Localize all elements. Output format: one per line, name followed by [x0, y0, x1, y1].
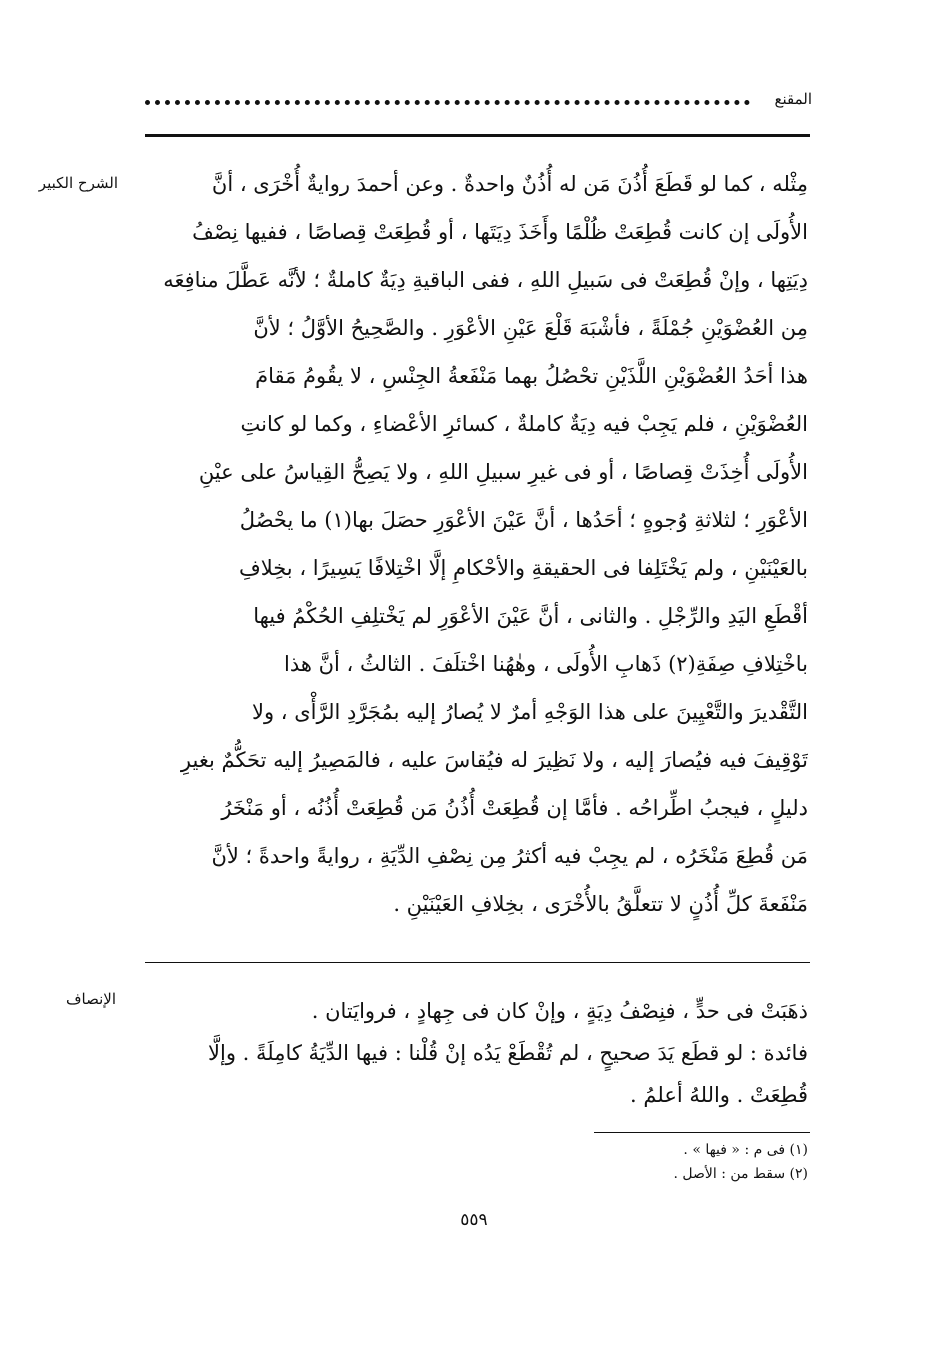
text-line: مَن قُطِعَ مَنْخَرُه ، لم يجِبْ فيه أكثرُ مِن نِصْفِ الدِّيَةِ ، روايةً واحدةً ؛ لأنَّ	[211, 844, 808, 868]
header-rule	[145, 134, 810, 137]
text-line: الأُولَى أُخِذَتْ قِصاصًا ، أو فى غيرِ سبيلِ اللهِ ، ولا يَصِحُّ القِياسُ على عيْنِ	[198, 460, 808, 484]
text-line: أقْطَعِ اليَدِ والرِّجْلِ . والثانى ، أنَّ عَيْنَ الأعْوَرِ لم يَخْتلِفِ الحُكْمُ فيها	[253, 604, 808, 628]
text-line: فائدة : لو قطَع يَدَ صحيحٍ ، لم تُقْطَعْ يَدُه إنْ قُلْنا : فيها الدِّيَةُ كامِلَةً . وإلَّا	[208, 1041, 808, 1065]
text-line: باخْتِلافِ صِفَةِ(٢) ذَهابِ الأُولَى ، وهٰهُنا اخْتلَفَ . الثالثُ ، أنَّ هذا	[283, 652, 808, 676]
text-line: تَوْقِيفَ فيه فيُصارَ إليه ، ولا نَظِيرَ له فيُقاسَ عليه ، فالمَصِيرُ إليه تحَكُّمٌ بغيرِ	[180, 748, 808, 772]
text-line: دِيَتِها ، وإنْ قُطِعَتْ فى سَبيلِ اللهِ ، ففى الباقيةِ دِيَةٌ كاملةٌ ؛ لأنَّه عَطَّلَ منافِعَه	[163, 268, 808, 292]
footnotes	[560, 1138, 808, 1186]
insaf-side-label: الإنصاف	[65, 990, 116, 1008]
header-dotted-leader	[145, 100, 750, 105]
text-line: هذا أحَدُ العُضْوَيْنِ اللَّذَيْنِ تحْصُلُ بهما مَنْفَعةُ الجِنْسِ ، لا يقُومُ مَقامَ	[255, 364, 808, 388]
text-line: العُضْوَيْنِ ، فلم يَجِبْ فيه دِيَةٌ كاملةٌ ، كسائرِ الأعْضاءِ ، وكما لو كانتِ	[240, 412, 808, 436]
footnote: (١) فى م : « فيها » .	[683, 1142, 808, 1158]
text-line: مِن العُضْوَيْنِ جُمْلَةً ، فأشْبَهَ قَلْعَ عَيْنِ الأعْوَرِ . والصَّحِيحُ الأوَّلُ ؛ لأنَّ	[253, 316, 808, 340]
insaf-text-block	[140, 990, 808, 1116]
text-line: دليلٍ ، فيجبُ اطِّراحُه . فأمَّا إن قُطِعَتْ أُذُنُ مَن قُطِعَتْ أُذُنُه ، أو مَنْخَرُ	[221, 796, 808, 820]
section-divider-rule	[145, 962, 810, 963]
text-line: بالعَيْنَيْنِ ، ولم يَخْتَلِفا فى الحقيقةِ والأحْكامِ إلَّا اخْتِلافًا يَسِيرًا ، بخِلافِ	[238, 556, 808, 580]
footnote-rule	[594, 1132, 810, 1133]
sharh-text-block	[140, 160, 808, 928]
text-line: الأعْوَرِ ؛ لثلاثةِ وُجوهٍ ؛ أحَدُها ، أنَّ عَيْنَ الأعْوَرِ حصَلَ بها(١) ما يحْصُلُ	[239, 508, 808, 532]
text-line: الأُولَى إن كانت قُطِعَتْ ظُلْمًا وأَخَذَ دِيَتَها ، أو قُطِعَتْ قِصاصًا ، ففيها نِصْفُ	[192, 220, 808, 244]
text-line: ذهَبَتْ فى حدٍّ ، فنِصْفُ دِيَةٍ ، وإنْ كان فى جِهادٍ ، فروايَتان .	[311, 999, 808, 1023]
text-line: قُطِعَتْ . واللهُ أعلمُ .	[630, 1083, 808, 1107]
running-header	[145, 88, 810, 116]
footnote: (٢) سقط من : الأصل .	[673, 1166, 808, 1182]
text-line: مِثْله ، كما لو قَطَعَ أُذُنَ مَن له أُذُنٌ واحدةٌ . وعن أحمدَ روايةٌ أُخْرَى ، أنَّ	[211, 172, 808, 196]
text-line: مَنْفَعةَ كلِّ أُذُنٍ لا تتعلَّقُ بالأُخْرَى ، بخِلافِ العَيْنَيْنِ .	[393, 892, 808, 916]
text-line: التَّقْديرَ والتَّعْيِينَ على هذا الوَجْهِ أمرٌ لا يُصارُ إليه بمُجَرَّدِ الرَّأْى ، ولا	[251, 700, 808, 724]
page-number: ٥٥٩	[460, 1210, 488, 1230]
header-title: المقنع	[774, 90, 812, 108]
sharh-side-label: الشرح الكبير	[38, 174, 118, 192]
